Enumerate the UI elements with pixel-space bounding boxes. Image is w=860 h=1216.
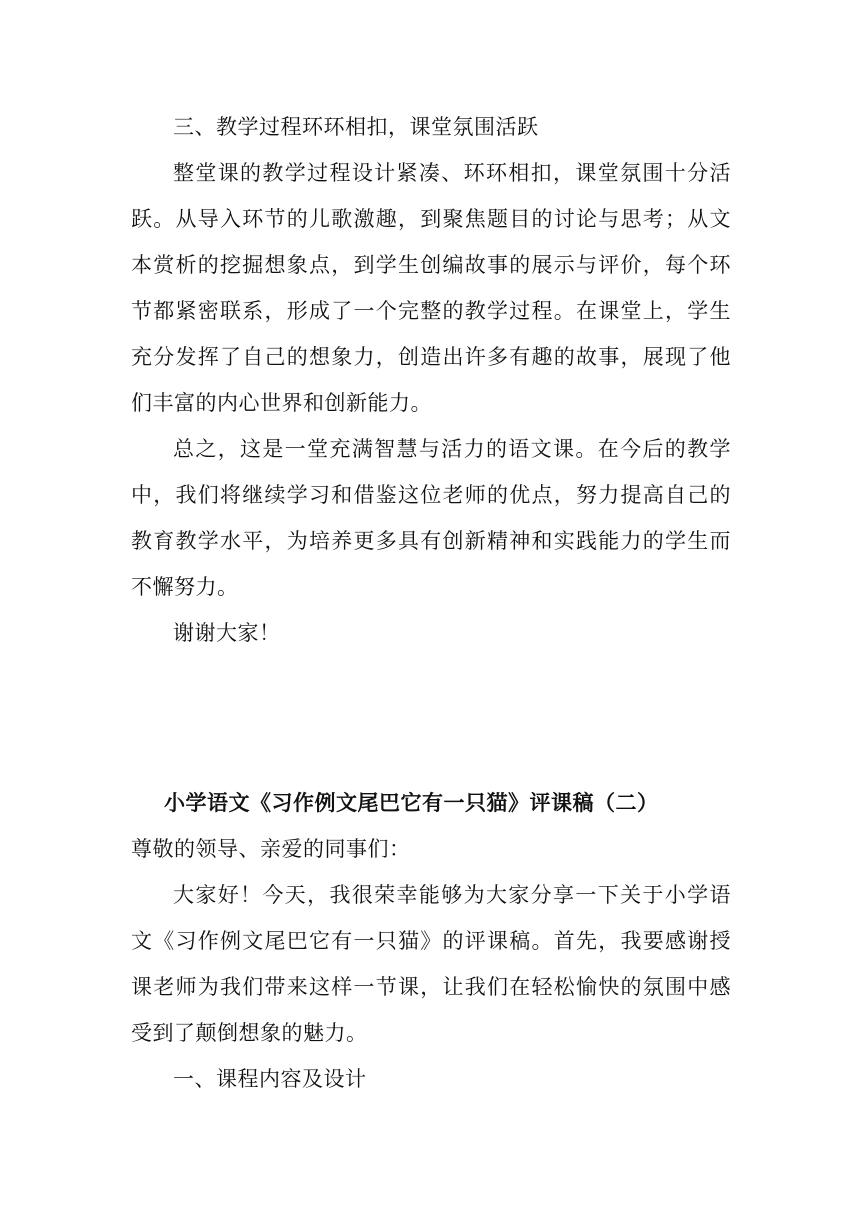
paragraph-intro: 大家好！今天，我很荣幸能够为大家分享一下关于小学语文《习作例文尾巴它有一只猫》的评课稿。首先，我要感谢授课老师为我们带来这样一节课，让我们在轻松愉快的氛围中感受到了颠倒想象的魅力。 xyxy=(131,883,731,1045)
section-heading-process: 三、教学过程环环相扣，课堂氛围活跃 xyxy=(173,115,539,139)
document-title: 小学语文《习作例文尾巴它有一只猫》评课稿（二） xyxy=(164,790,659,815)
section-heading-course: 一、课程内容及设计 xyxy=(173,1067,367,1091)
thanks-line: 谢谢大家！ xyxy=(173,621,281,645)
paragraph-process: 整堂课的教学过程设计紧凑、环环相扣，课堂氛围十分活跃。从导入环节的儿歌激趣，到聚焦题目的讨论与思考；从文本赏析的挖掘想象点，到学生创编故事的展示与评价，每个环节都紧密联系，形成了一个完整的教学过程。在课堂上，学生充分发挥了自己的想象力，创造出许多有趣的故事，展现了他们丰富的内心世界和创新能力。 xyxy=(131,161,731,415)
salutation: 尊敬的领导、亲爱的同事们： xyxy=(131,837,411,861)
paragraph-summary: 总之，这是一堂充满智慧与活力的语文课。在今后的教学中，我们将继续学习和借鉴这位老师的优点，努力提高自己的教育教学水平，为培养更多具有创新精神和实践能力的学生而不懈努力。 xyxy=(131,437,731,599)
